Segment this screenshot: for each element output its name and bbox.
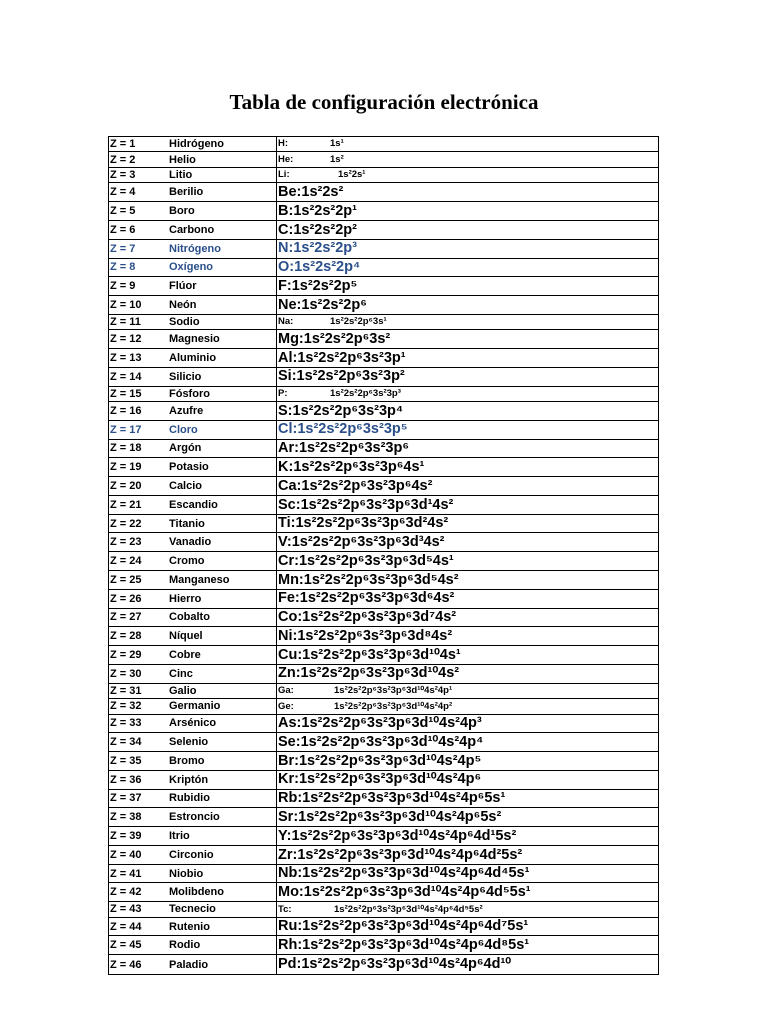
electron-configuration: 1s²2s²2p⁶3s²3p⁶3d¹⁰4s²4p⁶4d²5s²	[297, 846, 523, 863]
table-row	[109, 936, 658, 955]
electron-configuration: 1s²2s²2p⁶3s²3p⁴	[292, 402, 404, 419]
element-symbol: Br:	[278, 752, 299, 769]
table-row	[109, 421, 658, 440]
electron-configuration: 1s²2s²2p²	[293, 221, 357, 238]
element-name-cell: Cobalto	[169, 609, 277, 627]
table-row	[109, 771, 658, 790]
element-name-cell: Litio	[169, 168, 277, 182]
electron-configuration: 1s²2s²2p⁶3s²3p⁶3d¹⁰4s²4p²	[334, 700, 453, 712]
configuration-cell	[277, 477, 658, 495]
configuration-cell	[277, 202, 658, 220]
atomic-number-cell: Z = 42	[110, 886, 142, 899]
atomic-number-cell: Z = 10	[110, 298, 142, 311]
atomic-number-cell: Z = 12	[110, 333, 142, 346]
element-name-cell: Rutenio	[169, 918, 277, 936]
table-row	[109, 259, 658, 278]
electron-configuration: 1s²2s²2p⁶3s²3p⁶4s²	[301, 477, 433, 494]
configuration-cell	[277, 552, 658, 570]
configuration-cell	[277, 440, 658, 458]
electron-configuration: 1s²2s²2p⁶3s²3p⁶3d¹⁰4s²4p⁶5s¹	[302, 790, 506, 807]
atomic-number-cell: Z = 34	[110, 736, 142, 749]
element-symbol: Ti:	[278, 515, 296, 532]
atomic-number-cell: Z = 46	[110, 958, 142, 971]
configuration-cell	[277, 259, 658, 277]
configuration-cell	[277, 846, 658, 864]
atomic-number-cell: Z = 6	[110, 223, 136, 236]
electron-configuration: 1s²2s²2p⁶3s²	[303, 330, 391, 347]
table-row	[109, 865, 658, 884]
atomic-number-cell: Z = 23	[110, 536, 142, 549]
configuration-cell	[277, 296, 658, 314]
table-row	[109, 627, 658, 646]
configuration-cell	[277, 221, 658, 239]
element-symbol: Se:	[278, 733, 301, 750]
table-row	[109, 202, 658, 221]
element-symbol: N:	[278, 240, 294, 257]
electron-configuration: 1s²	[330, 153, 344, 165]
configuration-cell	[277, 790, 658, 808]
configuration-cell	[277, 646, 658, 664]
table-row	[109, 733, 658, 752]
element-symbol: H:	[278, 138, 289, 150]
atomic-number-cell: Z = 25	[110, 573, 142, 586]
table-row	[109, 752, 658, 771]
table-row	[109, 277, 658, 296]
element-symbol: Ni:	[278, 627, 298, 644]
atomic-number-cell: Z = 15	[110, 387, 142, 400]
element-name-cell: Itrio	[169, 827, 277, 845]
table-row	[109, 387, 658, 402]
electron-configuration: 1s²2s¹	[338, 169, 366, 181]
configuration-cell	[277, 715, 658, 733]
atomic-number-cell: Z = 20	[110, 480, 142, 493]
element-name-cell: Galio	[169, 684, 277, 698]
table-row	[109, 440, 658, 459]
element-name-cell: Calcio	[169, 477, 277, 495]
table-row	[109, 790, 658, 809]
table-row	[109, 684, 658, 699]
element-name-cell: Nitrógeno	[169, 240, 277, 258]
configuration-cell	[277, 918, 658, 936]
configuration-cell	[277, 368, 658, 386]
element-symbol: Ar:	[278, 440, 299, 457]
electron-configuration: 1s²2s²2p⁶3s²3p⁶3d¹⁰4s²4p⁶4d⁵5s²	[334, 903, 483, 915]
element-symbol: C:	[278, 221, 294, 238]
table-row	[109, 955, 658, 974]
element-name-cell: Oxígeno	[169, 259, 277, 277]
configuration-table	[108, 136, 659, 975]
element-symbol: Mg:	[278, 330, 304, 347]
element-symbol: Be:	[278, 184, 302, 201]
table-row	[109, 902, 658, 917]
element-name-cell: Rubidio	[169, 790, 277, 808]
electron-configuration: 1s²2s²2p⁶3s²3p⁶3d⁵4s¹	[298, 552, 454, 569]
configuration-cell	[277, 827, 658, 845]
element-symbol: K:	[278, 459, 294, 475]
atomic-number-cell: Z = 11	[110, 316, 141, 329]
atomic-number-cell: Z = 30	[110, 667, 142, 680]
electron-configuration: 1s²2s²2p⁶3s²3p⁶3d³4s²	[291, 534, 445, 551]
element-symbol: Ga:	[278, 685, 294, 697]
element-name-cell: Manganeso	[169, 571, 277, 589]
element-name-cell: Selenio	[169, 733, 277, 751]
table-row	[109, 402, 658, 421]
element-symbol: Cr:	[278, 552, 299, 569]
atomic-number-cell: Z = 7	[110, 242, 136, 255]
element-symbol: Mo:	[278, 884, 304, 901]
configuration-cell	[277, 387, 658, 401]
configuration-cell	[277, 752, 658, 770]
electron-configuration: 1s²2s²2p⁶3s²3p⁶3d²4s²	[295, 515, 449, 532]
atomic-number-cell: Z = 18	[110, 442, 142, 455]
table-row	[109, 609, 658, 628]
table-row	[109, 152, 658, 167]
atomic-number-cell: Z = 2	[110, 153, 136, 166]
element-name-cell: Niobio	[169, 865, 277, 883]
electron-configuration: 1s²2s²2p⁶3s²3p⁶3d⁵4s²	[303, 571, 459, 588]
atomic-number-cell: Z = 13	[110, 351, 142, 364]
table-row	[109, 240, 658, 259]
atomic-number-cell: Z = 28	[110, 630, 142, 643]
element-symbol: Li:	[278, 169, 290, 181]
atomic-number-cell: Z = 38	[110, 811, 142, 824]
element-symbol: Mn:	[278, 571, 304, 588]
atomic-number-cell: Z = 36	[110, 773, 142, 786]
electron-configuration: 1s²2s²2p⁶3s²3p³	[330, 388, 401, 400]
electron-configuration: 1s²2s²2p⁶3s²3p⁶3d¹⁰4s²4p⁴	[300, 733, 484, 750]
element-name-cell: Carbono	[169, 221, 277, 239]
electron-configuration: 1s²2s²2p¹	[293, 202, 357, 219]
element-symbol: He:	[278, 153, 294, 165]
atomic-number-cell: Z = 22	[110, 517, 142, 530]
element-name-cell: Hidrógeno	[169, 137, 277, 151]
atomic-number-cell: Z = 4	[110, 186, 136, 199]
atomic-number-cell: Z = 40	[110, 848, 142, 861]
table-row	[109, 699, 658, 714]
table-row	[109, 646, 658, 665]
atomic-number-cell: Z = 14	[110, 370, 142, 383]
element-symbol: Kr:	[278, 771, 299, 788]
page-title: Tabla de configuración electrónica	[229, 90, 539, 114]
configuration-cell	[277, 733, 658, 751]
configuration-cell	[277, 277, 658, 295]
element-name-cell: Estroncio	[169, 808, 277, 826]
atomic-number-cell: Z = 3	[110, 169, 136, 182]
electron-configuration: 1s²2s²2p⁶3s²3p⁶3d¹⁰4s²4p⁶4d¹5s²	[291, 827, 517, 844]
electron-configuration: 1s²2s²2p⁶3s²3p⁶3d¹⁰4s²4p⁶4d⁸5s¹	[302, 937, 530, 954]
electron-configuration: 1s²2s²2p⁶3s²3p⁶3d¹⁰4s²4p⁶4d⁵5s¹	[303, 884, 531, 901]
electron-configuration: 1s²2s²2p⁶3s²3p⁶3d¹4s²	[300, 496, 454, 513]
electron-configuration: 1s²2s²2p⁶3s²3p⁶3d⁷4s²	[302, 609, 457, 626]
element-name-cell: Germanio	[169, 699, 277, 713]
atomic-number-cell: Z = 33	[110, 717, 142, 730]
element-name-cell: Silicio	[169, 368, 277, 386]
element-symbol: F:	[278, 277, 292, 294]
atomic-number-cell: Z = 29	[110, 648, 142, 661]
atomic-number-cell: Z = 26	[110, 592, 142, 605]
configuration-cell	[277, 330, 658, 348]
configuration-cell	[277, 571, 658, 589]
element-symbol: Rh:	[278, 937, 303, 954]
atomic-number-cell: Z = 31	[110, 684, 142, 697]
element-name-cell: Cromo	[169, 552, 277, 570]
configuration-cell	[277, 699, 658, 713]
table-row	[109, 846, 658, 865]
element-name-cell: Hierro	[169, 590, 277, 608]
electron-configuration: 1s²2s²2p⁶3s²3p⁶3d¹⁰4s¹	[302, 646, 461, 663]
table-row	[109, 477, 658, 496]
configuration-cell	[277, 315, 658, 329]
element-name-cell: Tecnecio	[169, 902, 277, 916]
element-symbol: Ca:	[278, 477, 302, 494]
electron-configuration: 1s²2s²2p⁶3s²3p⁶3d¹⁰4s²4p⁶4d⁷5s¹	[302, 918, 529, 935]
atomic-number-cell: Z = 41	[110, 867, 142, 880]
atomic-number-cell: Z = 32	[110, 700, 142, 713]
configuration-cell	[277, 609, 658, 627]
element-name-cell: Kriptón	[169, 771, 277, 789]
atomic-number-cell: Z = 5	[110, 205, 136, 218]
table-row	[109, 552, 658, 571]
configuration-cell	[277, 152, 658, 166]
electron-configuration: 1s²2s²2p⁶3s²3p⁶3d¹⁰4s²4p⁶	[298, 771, 482, 788]
element-symbol: Zr:	[278, 846, 298, 863]
table-row	[109, 808, 658, 827]
element-symbol: P:	[278, 388, 288, 400]
element-symbol: Zn:	[278, 665, 301, 682]
configuration-cell	[277, 936, 658, 954]
electron-configuration: 1s²2s²	[301, 184, 344, 201]
atomic-number-cell: Z = 37	[110, 792, 142, 805]
configuration-cell	[277, 240, 658, 258]
element-symbol: Ru:	[278, 918, 303, 935]
configuration-cell	[277, 183, 658, 201]
element-name-cell: Bromo	[169, 752, 277, 770]
element-symbol: Cu:	[278, 646, 303, 663]
element-name-cell: Cinc	[169, 665, 277, 683]
atomic-number-cell: Z = 27	[110, 611, 142, 624]
atomic-number-cell: Z = 9	[110, 280, 136, 293]
element-name-cell: Circonio	[169, 846, 277, 864]
element-name-cell: Neón	[169, 296, 277, 314]
configuration-cell	[277, 665, 658, 683]
table-row	[109, 296, 658, 315]
atomic-number-cell: Z = 8	[110, 261, 136, 274]
atomic-number-cell: Z = 43	[110, 903, 142, 916]
electron-configuration: 1s²2s²2p⁶3s²3p²	[296, 368, 405, 385]
electron-configuration: 1s²2s²2p³	[293, 240, 357, 257]
element-symbol: B:	[278, 202, 294, 219]
electron-configuration: 1s²2s²2p⁵	[291, 277, 358, 294]
element-symbol: Co:	[278, 609, 303, 626]
electron-configuration: 1s²2s²2p⁶3s¹	[330, 316, 387, 328]
atomic-number-cell: Z = 16	[110, 404, 142, 417]
element-name-cell: Fósforo	[169, 387, 277, 401]
table-row	[109, 137, 658, 152]
element-name-cell: Aluminio	[169, 349, 277, 367]
element-name-cell: Cloro	[169, 421, 277, 439]
element-name-cell: Paladio	[169, 955, 277, 974]
electron-configuration: 1s²2s²2p⁶3s²3p⁶3d¹⁰4s²4p⁶4d⁴5s¹	[302, 865, 530, 882]
configuration-cell	[277, 590, 658, 608]
electron-configuration: 1s²2s²2p⁶3s²3p⁶	[298, 440, 410, 457]
configuration-cell	[277, 458, 658, 476]
table-row	[109, 665, 658, 684]
element-symbol: Sr:	[278, 808, 299, 825]
configuration-cell	[277, 421, 658, 439]
configuration-cell	[277, 349, 658, 367]
table-row	[109, 571, 658, 590]
table-row	[109, 168, 658, 183]
atomic-number-cell: Z = 19	[110, 461, 142, 474]
element-symbol: Ge:	[278, 700, 294, 712]
electron-configuration: 1s²2s²2p⁴	[294, 259, 361, 276]
table-row	[109, 221, 658, 240]
element-name-cell: Cobre	[169, 646, 277, 664]
electron-configuration: 1s²2s²2p⁶3s²3p⁶3d¹⁰4s²4p¹	[334, 685, 453, 697]
element-symbol: Sc:	[278, 496, 301, 513]
configuration-cell	[277, 496, 658, 514]
electron-configuration: 1s²2s²2p⁶3s²3p⁶3d⁸4s²	[297, 627, 453, 644]
table-row	[109, 715, 658, 734]
element-symbol: S:	[278, 402, 293, 419]
atomic-number-cell: Z = 35	[110, 754, 142, 767]
configuration-cell	[277, 515, 658, 533]
configuration-cell	[277, 955, 658, 974]
electron-configuration: 1s¹	[330, 138, 344, 150]
electron-configuration: 1s²2s²2p⁶3s²3p¹	[297, 349, 406, 366]
table-row	[109, 827, 658, 846]
configuration-cell	[277, 865, 658, 883]
element-symbol: Si:	[278, 368, 297, 385]
element-symbol: Rb:	[278, 790, 303, 807]
table-row	[109, 883, 658, 902]
element-name-cell: Argón	[169, 440, 277, 458]
electron-configuration: 1s²2s²2p⁶3s²3p⁵	[297, 421, 408, 438]
table-row	[109, 496, 658, 515]
configuration-cell	[277, 902, 658, 916]
table-row	[109, 918, 658, 937]
atomic-number-cell: Z = 21	[110, 498, 142, 511]
table-row	[109, 533, 658, 552]
element-name-cell: Níquel	[169, 627, 277, 645]
element-symbol: Y:	[278, 827, 292, 844]
electron-configuration: 1s²2s²2p⁶	[301, 296, 367, 313]
table-row	[109, 368, 658, 387]
element-name-cell: Azufre	[169, 402, 277, 420]
configuration-cell	[277, 627, 658, 645]
table-row	[109, 330, 658, 349]
table-row	[109, 315, 658, 330]
element-symbol: V:	[278, 534, 292, 551]
configuration-cell	[277, 808, 658, 826]
element-name-cell: Magnesio	[169, 330, 277, 348]
configuration-cell	[277, 402, 658, 420]
element-symbol: Cl:	[278, 421, 298, 438]
atomic-number-cell: Z = 1	[110, 138, 136, 151]
electron-configuration: 1s²2s²2p⁶3s²3p⁶3d¹⁰4s²4p⁶5s²	[298, 808, 502, 825]
table-row	[109, 515, 658, 534]
element-name-cell: Helio	[169, 152, 277, 166]
element-name-cell: Vanadio	[169, 533, 277, 551]
electron-configuration: 1s²2s²2p⁶3s²3p⁶3d¹⁰4s²	[300, 665, 460, 682]
configuration-cell	[277, 137, 658, 151]
element-name-cell: Berilio	[169, 183, 277, 201]
atomic-number-cell: Z = 39	[110, 830, 142, 842]
table-row	[109, 349, 658, 368]
element-symbol: Ne:	[278, 296, 302, 313]
element-symbol: As:	[278, 715, 302, 732]
element-name-cell: Flúor	[169, 277, 277, 295]
element-name-cell: Potasio	[169, 458, 277, 476]
table-row	[109, 458, 658, 477]
element-symbol: Na:	[278, 316, 294, 328]
element-name-cell: Titanio	[169, 515, 277, 533]
configuration-cell	[277, 771, 658, 789]
configuration-cell	[277, 684, 658, 698]
element-name-cell: Boro	[169, 202, 277, 220]
configuration-cell	[277, 168, 658, 182]
element-symbol: O:	[278, 259, 295, 276]
electron-configuration: 1s²2s²2p⁶3s²3p⁶3d¹⁰4s²4p⁶4d¹⁰	[301, 956, 512, 973]
element-name-cell: Rodio	[169, 936, 277, 954]
atomic-number-cell: Z = 45	[110, 939, 142, 952]
configuration-cell	[277, 883, 658, 901]
atomic-number-cell: Z = 44	[110, 920, 142, 933]
table-row	[109, 183, 658, 202]
element-symbol: Tc:	[278, 903, 292, 915]
atomic-number-cell: Z = 17	[110, 423, 142, 436]
electron-configuration: 1s²2s²2p⁶3s²3p⁶3d⁶4s²	[299, 590, 455, 607]
element-symbol: Fe:	[278, 590, 300, 607]
electron-configuration: 1s²2s²2p⁶3s²3p⁶3d¹⁰4s²4p⁵	[298, 752, 482, 769]
atomic-number-cell: Z = 24	[110, 555, 142, 568]
element-name-cell: Escandio	[169, 496, 277, 514]
element-name-cell: Arsénico	[169, 715, 277, 733]
element-name-cell: Molibdeno	[169, 883, 277, 901]
electron-configuration: 1s²2s²2p⁶3s²3p⁶4s¹	[293, 459, 425, 475]
electron-configuration: 1s²2s²2p⁶3s²3p⁶3d¹⁰4s²4p³	[301, 715, 482, 732]
configuration-cell	[277, 533, 658, 551]
element-symbol: Nb:	[278, 865, 303, 882]
element-symbol: Al:	[278, 349, 298, 366]
table-row	[109, 590, 658, 609]
element-symbol: Pd:	[278, 956, 302, 973]
element-name-cell: Sodio	[169, 315, 277, 329]
